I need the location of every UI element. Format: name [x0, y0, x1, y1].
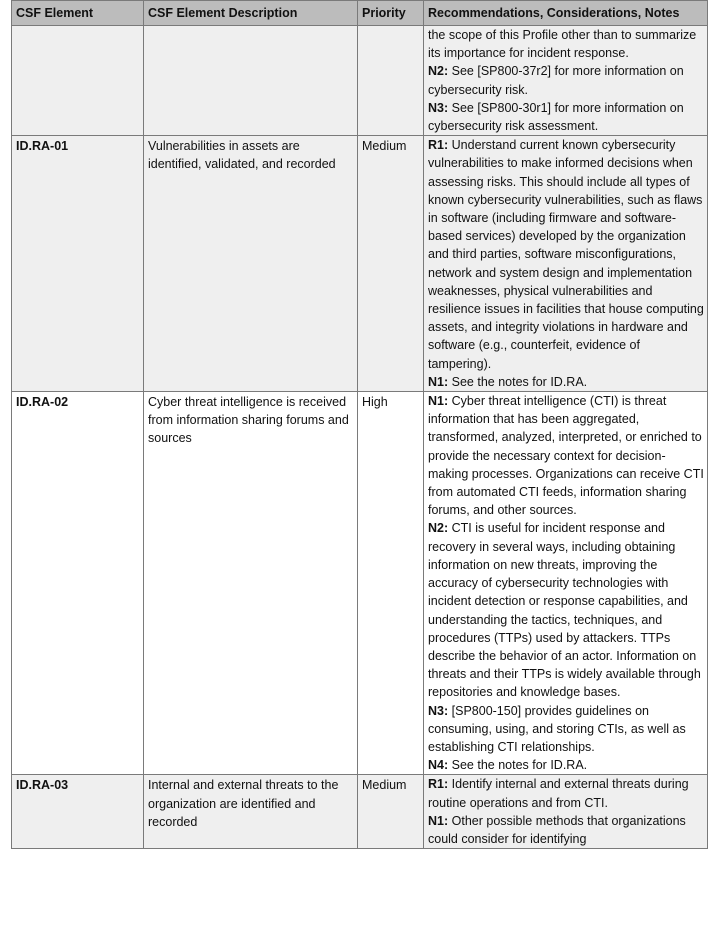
note-text: CTI is useful for incident response and recovery in several ways, including obtaining information on new threats, improving the accuracy of cybersecurity technologies with incident detection or response capabilities, and understanding the tactics, techniques, and procedures (TTPs) used by attackers. TTPs describe the behavior of an actor. Information on threats and their TTPs is widely available through repositories and knowledge bases. [428, 521, 701, 700]
row-notes [424, 136, 708, 392]
note-tag: N2: [428, 521, 449, 536]
table-row-id-ra-02 [12, 392, 708, 775]
note-item [428, 136, 705, 373]
table-row-id-ra-03 [12, 775, 708, 849]
note-item [428, 702, 705, 757]
note-tag: N3: [428, 100, 449, 115]
note-text: Cyber threat intelligence (CTI) is threat information that has been aggregated, transformed, analyzed, interpreted, or enriched to provide the necessary context for decision-making processes. Organizations can receive CTI from automated CTI feeds, information sharing forums, and other sources. [428, 394, 704, 518]
csf-elements-table [11, 0, 708, 849]
note-text: the scope of this Profile other than to summarize its importance for incident response. [428, 28, 697, 61]
row-priority: Medium [358, 136, 424, 392]
row-notes [424, 26, 708, 136]
note-item [428, 756, 705, 774]
header-csf-element: CSF Element [12, 1, 144, 26]
csf-profile-table-page [11, 0, 707, 849]
note-item [428, 99, 705, 135]
row-csf-element [12, 26, 144, 136]
row-csf-element: ID.RA-01 [12, 136, 144, 392]
note-tag: R1: [428, 777, 449, 792]
row-notes [424, 775, 708, 849]
row-priority: High [358, 392, 424, 775]
table-header-row [12, 1, 708, 26]
header-recommendations-notes: Recommendations, Considerations, Notes [424, 1, 708, 26]
note-tag: N1: [428, 374, 449, 389]
note-text: Other possible methods that organizations could consider for identifying [428, 813, 686, 846]
note-text: [SP800-150] provides guidelines on consuming, using, and storing CTIs, as well as establishing CTI relationships. [428, 703, 686, 754]
note-tag: N2: [428, 64, 449, 79]
table-row-id-ra-01 [12, 136, 708, 392]
row-description [144, 26, 358, 136]
row-priority [358, 26, 424, 136]
row-csf-element: ID.RA-03 [12, 775, 144, 849]
row-csf-element: ID.RA-02 [12, 392, 144, 775]
note-item [428, 519, 705, 701]
note-text: See [SP800-30r1] for more information on cybersecurity risk assessment. [428, 100, 684, 134]
row-description: Cyber threat intelligence is received from information sharing forums and sources [144, 392, 358, 775]
note-text: Identify internal and external threats during routine operations and from CTI. [428, 777, 689, 810]
note-tag: N1: [428, 394, 449, 409]
note-item [428, 26, 705, 62]
row-description: Internal and external threats to the organization are identified and recorded [144, 775, 358, 849]
note-text: See the notes for ID.RA. [451, 374, 588, 389]
header-priority: Priority [358, 1, 424, 26]
header-csf-element-description: CSF Element Description [144, 1, 358, 26]
note-tag: R1: [428, 138, 449, 153]
note-tag: N1: [428, 813, 449, 828]
note-tag: N3: [428, 703, 449, 718]
note-tag: N4: [428, 758, 449, 773]
note-item [428, 392, 705, 519]
note-item [428, 812, 705, 848]
table-row-continuation [12, 26, 708, 136]
note-text: Understand current known cybersecurity vulnerabilities to make informed decisions when assessing risks. This should include all types of known cybersecurity vulnerabilities, such as flaws in software (including firmware and software-based services) developed by the organization and third parties, software misconfigurations, network and system design and implementation weaknesses, physical vulnerabilities and resilience issues in facilities that house computing assets, and integrity violations in hardware and software (e.g., counterfeit, evidence of tampering). [428, 138, 704, 371]
row-description: Vulnerabilities in assets are identified, validated, and recorded [144, 136, 358, 392]
note-text: See [SP800-37r2] for more information on cybersecurity risk. [428, 64, 684, 97]
note-item [428, 775, 705, 811]
note-text: See the notes for ID.RA. [451, 758, 588, 773]
row-priority: Medium [358, 775, 424, 849]
row-notes [424, 392, 708, 775]
note-item [428, 373, 705, 391]
note-item [428, 62, 705, 98]
